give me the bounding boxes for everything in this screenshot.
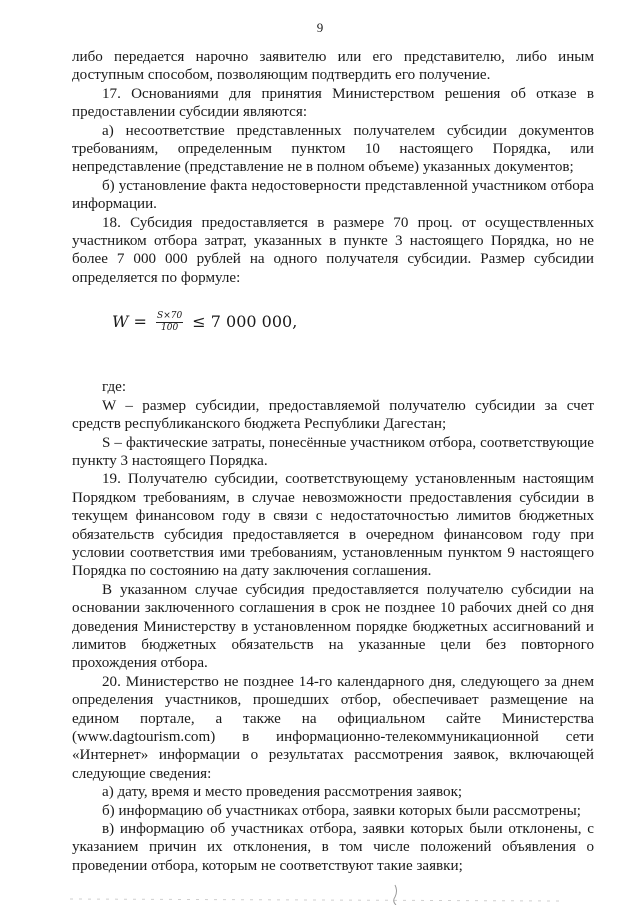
formula-fraction xyxy=(156,311,183,334)
paragraph: S – фактические затраты, понесённые участником отбора, соответствующие пункту 3 настоящего Порядка. xyxy=(72,434,594,469)
paragraph: 18. Субсидия предоставляется в размере 70 проц. от осуществленных участником отбора затрат, указанных в пункте 3 настоящего Порядка, но не более 7 000 000 рублей на одного получателя субсидии. Размер субсидии определяется по формуле: xyxy=(72,214,594,286)
paragraph: В указанном случае субсидия предоставляется получателю субсидии на основании заключенного соглашения в срок не позднее 10 рабочих дней со дня доведения Министерству в установленном порядке бюджетных ассигнований и лимитов бюджетных обязательств на указанные цели без повторного прохождения отбора. xyxy=(72,581,594,672)
formula-numerator: S×70 xyxy=(157,311,183,322)
document-body xyxy=(72,48,594,875)
formula-rhs: ≤ 7 000 000, xyxy=(192,312,298,332)
paragraph: 17. Основаниями для принятия Министерством решения об отказе в предоставлении субсидии являются: xyxy=(72,85,594,121)
paragraph: 19. Получателю субсидии, соответствующему установленным настоящим Порядком требованиям, в случае невозможности предоставления субсидии в текущем финансовом году в связи с недостаточностью лимитов бюджетных обязательств субсидия предоставляется в очередном финансовом году при условии соответствия ими требованиям, установленным пунктом 9 настоящего Порядка по состоянию на дату заключения соглашения. xyxy=(72,471,594,580)
list-item: а) дату, время и место проведения рассмотрения заявок; xyxy=(102,784,463,801)
paragraph: либо передается нарочно заявителю или его представителю, либо иным доступным способом, позволяющим подтвердить его получение. xyxy=(72,49,594,84)
paragraph: а) несоответствие представленных получателем субсидии документов требованиям, определенным пунктом 10 настоящего Порядка, или непредставление (представление не в полном объеме) указанных документов; xyxy=(72,122,594,176)
list-item: б) информацию об участниках отбора, заявки которых были рассмотрены; xyxy=(102,802,581,819)
paragraph: W – размер субсидии, предоставляемой получателю субсидии за счет средств республиканского бюджета Республики Дагестан; xyxy=(72,397,594,433)
paragraph: где: xyxy=(102,379,127,396)
page-number: 9 xyxy=(316,20,324,35)
paragraph: 20. Министерство не позднее 14-го календарного дня, следующего за днем определения участников, прошедших отбор, обеспечивает размещение на едином портале, а также на официальном сайте Министерства (www.dagtourism.com) в информационно-телекоммуникационной сети «Интернет» информации о результатах рассмотрения заявок, включающей следующие сведения: xyxy=(72,673,594,782)
paragraph: б) установление факта недостоверности представленной участником отбора информации. xyxy=(72,177,594,213)
formula xyxy=(112,311,594,334)
formula-lhs: W = xyxy=(112,312,147,332)
scan-artifact-marks xyxy=(0,875,640,905)
list-item: в) информацию об участниках отбора, заявки которых были отклонены, с указанием причин их отклонения, в том числе положений объявления о проведении отбора, которым не соответствуют такие заявки; xyxy=(72,821,594,874)
formula-denominator: 100 xyxy=(161,323,179,334)
